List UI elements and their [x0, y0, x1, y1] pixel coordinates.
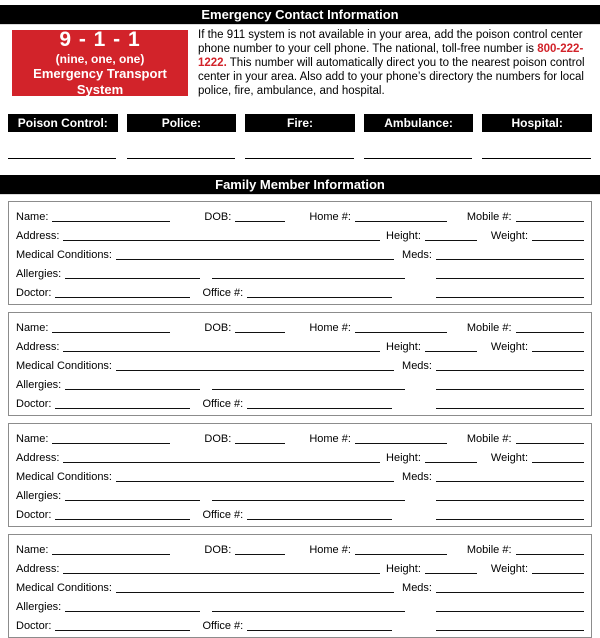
medical-conditions-field[interactable]: [116, 481, 394, 482]
name-field[interactable]: [52, 554, 170, 555]
ambulance-field[interactable]: [364, 157, 472, 159]
meds-continued-field[interactable]: [436, 389, 584, 390]
name-label: Name:: [16, 322, 49, 334]
name-row: [16, 539, 584, 558]
emergency-911-box: [12, 30, 188, 96]
address-row: [16, 558, 584, 577]
name-row: [16, 317, 584, 336]
allergies-continued-field[interactable]: [212, 500, 405, 501]
hospital-field[interactable]: [482, 157, 590, 159]
name-field[interactable]: [52, 332, 170, 333]
medical-conditions-field[interactable]: [116, 259, 394, 260]
address-row: [16, 447, 584, 466]
allergies-label: Allergies:: [16, 268, 62, 280]
height-field[interactable]: [425, 351, 477, 352]
medical-conditions-field[interactable]: [116, 592, 394, 593]
meds-continued-field-2[interactable]: [436, 519, 584, 520]
office-phone-label: Office #:: [202, 398, 244, 410]
mobile-phone-label: Mobile #:: [466, 322, 512, 334]
instructions-text: [198, 28, 592, 98]
dob-field[interactable]: [235, 443, 285, 444]
allergies-field[interactable]: [65, 611, 200, 612]
meds-continued-field[interactable]: [436, 278, 584, 279]
mobile-phone-field[interactable]: [516, 443, 584, 444]
medical-conditions-label: Medical Conditions:: [16, 582, 112, 594]
contact-label-fire: Fire:: [245, 114, 355, 132]
weight-label: Weight:: [490, 563, 528, 575]
meds-continued-field[interactable]: [436, 611, 584, 612]
home-phone-field[interactable]: [355, 554, 447, 555]
instructions-before: If the 911 system is not available in your area, add the poison control center phone number to your cell phone. The national, toll-free number is: [198, 29, 583, 55]
family-member-card: [8, 534, 592, 638]
contact-label-poison-control: Poison Control:: [8, 114, 118, 132]
height-label: Height:: [386, 563, 421, 575]
allergies-field[interactable]: [65, 278, 200, 279]
dob-label: DOB:: [204, 322, 232, 334]
height-label: Height:: [386, 341, 421, 353]
dob-label: DOB:: [204, 433, 232, 445]
family-member-card: [8, 423, 592, 527]
name-label: Name:: [16, 433, 49, 445]
doctor-label: Doctor:: [16, 620, 52, 632]
dob-label: DOB:: [204, 544, 232, 556]
meds-label: Meds:: [402, 249, 432, 261]
weight-label: Weight:: [490, 452, 528, 464]
meds-label: Meds:: [402, 360, 432, 372]
meds-label: Meds:: [402, 471, 432, 483]
address-row: [16, 336, 584, 355]
mobile-phone-field[interactable]: [516, 332, 584, 333]
mobile-phone-field[interactable]: [516, 221, 584, 222]
police-field[interactable]: [127, 157, 235, 159]
meds-continued-field-2[interactable]: [436, 408, 584, 409]
doctor-field[interactable]: [55, 630, 190, 631]
doctor-row: [16, 615, 584, 634]
fire-field[interactable]: [245, 157, 354, 159]
height-field[interactable]: [425, 573, 477, 574]
office-phone-field[interactable]: [247, 297, 392, 298]
weight-field[interactable]: [532, 573, 584, 574]
office-phone-field[interactable]: [247, 630, 392, 631]
mobile-phone-label: Mobile #:: [466, 433, 512, 445]
address-label: Address:: [16, 563, 60, 575]
name-row: [16, 428, 584, 447]
contact-labels-row: [8, 114, 592, 132]
meds-field[interactable]: [436, 481, 584, 482]
family-member-card: [8, 201, 592, 305]
medical-conditions-label: Medical Conditions:: [16, 249, 112, 261]
dob-field[interactable]: [235, 554, 285, 555]
name-row: [16, 206, 584, 225]
medical-row: [16, 244, 584, 263]
allergies-label: Allergies:: [16, 490, 62, 502]
address-field[interactable]: [63, 351, 380, 352]
family-member-header: Family Member Information: [0, 175, 600, 195]
doctor-row: [16, 393, 584, 412]
allergies-row: [16, 374, 584, 393]
emergency-phonetic: (nine, one, one): [55, 52, 145, 66]
office-phone-label: Office #:: [202, 620, 244, 632]
allergies-row: [16, 485, 584, 504]
weight-field[interactable]: [532, 351, 584, 352]
mobile-phone-label: Mobile #:: [466, 544, 512, 556]
allergies-field[interactable]: [65, 389, 200, 390]
meds-continued-field-2[interactable]: [436, 297, 584, 298]
office-phone-label: Office #:: [202, 509, 244, 521]
home-phone-label: Home #:: [309, 322, 351, 334]
name-label: Name:: [16, 544, 49, 556]
office-phone-field[interactable]: [247, 408, 392, 409]
weight-field[interactable]: [532, 240, 584, 241]
home-phone-field[interactable]: [355, 443, 447, 444]
family-member-card: [8, 312, 592, 416]
height-field[interactable]: [425, 240, 477, 241]
allergies-continued-field[interactable]: [212, 278, 405, 279]
doctor-label: Doctor:: [16, 509, 52, 521]
allergies-field[interactable]: [65, 500, 200, 501]
height-field[interactable]: [425, 462, 477, 463]
medical-row: [16, 355, 584, 374]
poison-control-phone-number: 800-222-1222.: [198, 43, 584, 69]
office-phone-label: Office #:: [202, 287, 244, 299]
emergency-contact-header: Emergency Contact Information: [0, 5, 600, 25]
address-field[interactable]: [63, 240, 380, 241]
dob-field[interactable]: [235, 221, 285, 222]
office-phone-field[interactable]: [247, 519, 392, 520]
weight-label: Weight:: [490, 230, 528, 242]
home-phone-label: Home #:: [309, 211, 351, 223]
address-label: Address:: [16, 230, 60, 242]
address-field[interactable]: [63, 573, 380, 574]
home-phone-label: Home #:: [309, 544, 351, 556]
contact-fields-row: [8, 157, 592, 159]
contact-label-police: Police:: [127, 114, 237, 132]
mobile-phone-label: Mobile #:: [466, 211, 512, 223]
name-field[interactable]: [52, 221, 170, 222]
contact-label-ambulance: Ambulance:: [364, 114, 474, 132]
allergies-continued-field[interactable]: [212, 611, 405, 612]
address-field[interactable]: [63, 462, 380, 463]
height-label: Height:: [386, 452, 421, 464]
allergies-row: [16, 596, 584, 615]
name-field[interactable]: [52, 443, 170, 444]
mobile-phone-field[interactable]: [516, 554, 584, 555]
address-row: [16, 225, 584, 244]
meds-label: Meds:: [402, 582, 432, 594]
height-label: Height:: [386, 230, 421, 242]
medical-row: [16, 466, 584, 485]
doctor-field[interactable]: [55, 297, 190, 298]
emergency-number: 9 - 1 - 1: [59, 28, 141, 51]
doctor-row: [16, 282, 584, 301]
doctor-field[interactable]: [55, 408, 190, 409]
allergies-label: Allergies:: [16, 379, 62, 391]
doctor-label: Doctor:: [16, 287, 52, 299]
meds-continued-field-2[interactable]: [436, 630, 584, 631]
home-phone-field[interactable]: [355, 221, 447, 222]
doctor-row: [16, 504, 584, 523]
home-phone-field[interactable]: [355, 332, 447, 333]
family-cards: [8, 201, 592, 638]
home-phone-label: Home #:: [309, 433, 351, 445]
meds-field[interactable]: [436, 370, 584, 371]
allergies-label: Allergies:: [16, 601, 62, 613]
intro-section: [12, 30, 592, 98]
weight-label: Weight:: [490, 341, 528, 353]
medical-conditions-label: Medical Conditions:: [16, 360, 112, 372]
medical-row: [16, 577, 584, 596]
address-label: Address:: [16, 452, 60, 464]
address-label: Address:: [16, 341, 60, 353]
allergies-continued-field[interactable]: [212, 389, 405, 390]
instructions-after: This number will automatically direct you to the nearest poison control center in your area. Also add to your phone’s directory the numbers for local police, fire, ambulance, and hospital.: [198, 57, 585, 97]
weight-field[interactable]: [532, 462, 584, 463]
name-label: Name:: [16, 211, 49, 223]
doctor-field[interactable]: [55, 519, 190, 520]
dob-label: DOB:: [204, 211, 232, 223]
medical-conditions-field[interactable]: [116, 370, 394, 371]
allergies-row: [16, 263, 584, 282]
emergency-system-label: Emergency Transport System: [33, 66, 167, 97]
doctor-label: Doctor:: [16, 398, 52, 410]
medical-conditions-label: Medical Conditions:: [16, 471, 112, 483]
dob-field[interactable]: [235, 332, 285, 333]
meds-field[interactable]: [436, 259, 584, 260]
contact-label-hospital: Hospital:: [482, 114, 592, 132]
meds-field[interactable]: [436, 592, 584, 593]
meds-continued-field[interactable]: [436, 500, 584, 501]
poison-control-field[interactable]: [8, 157, 116, 159]
